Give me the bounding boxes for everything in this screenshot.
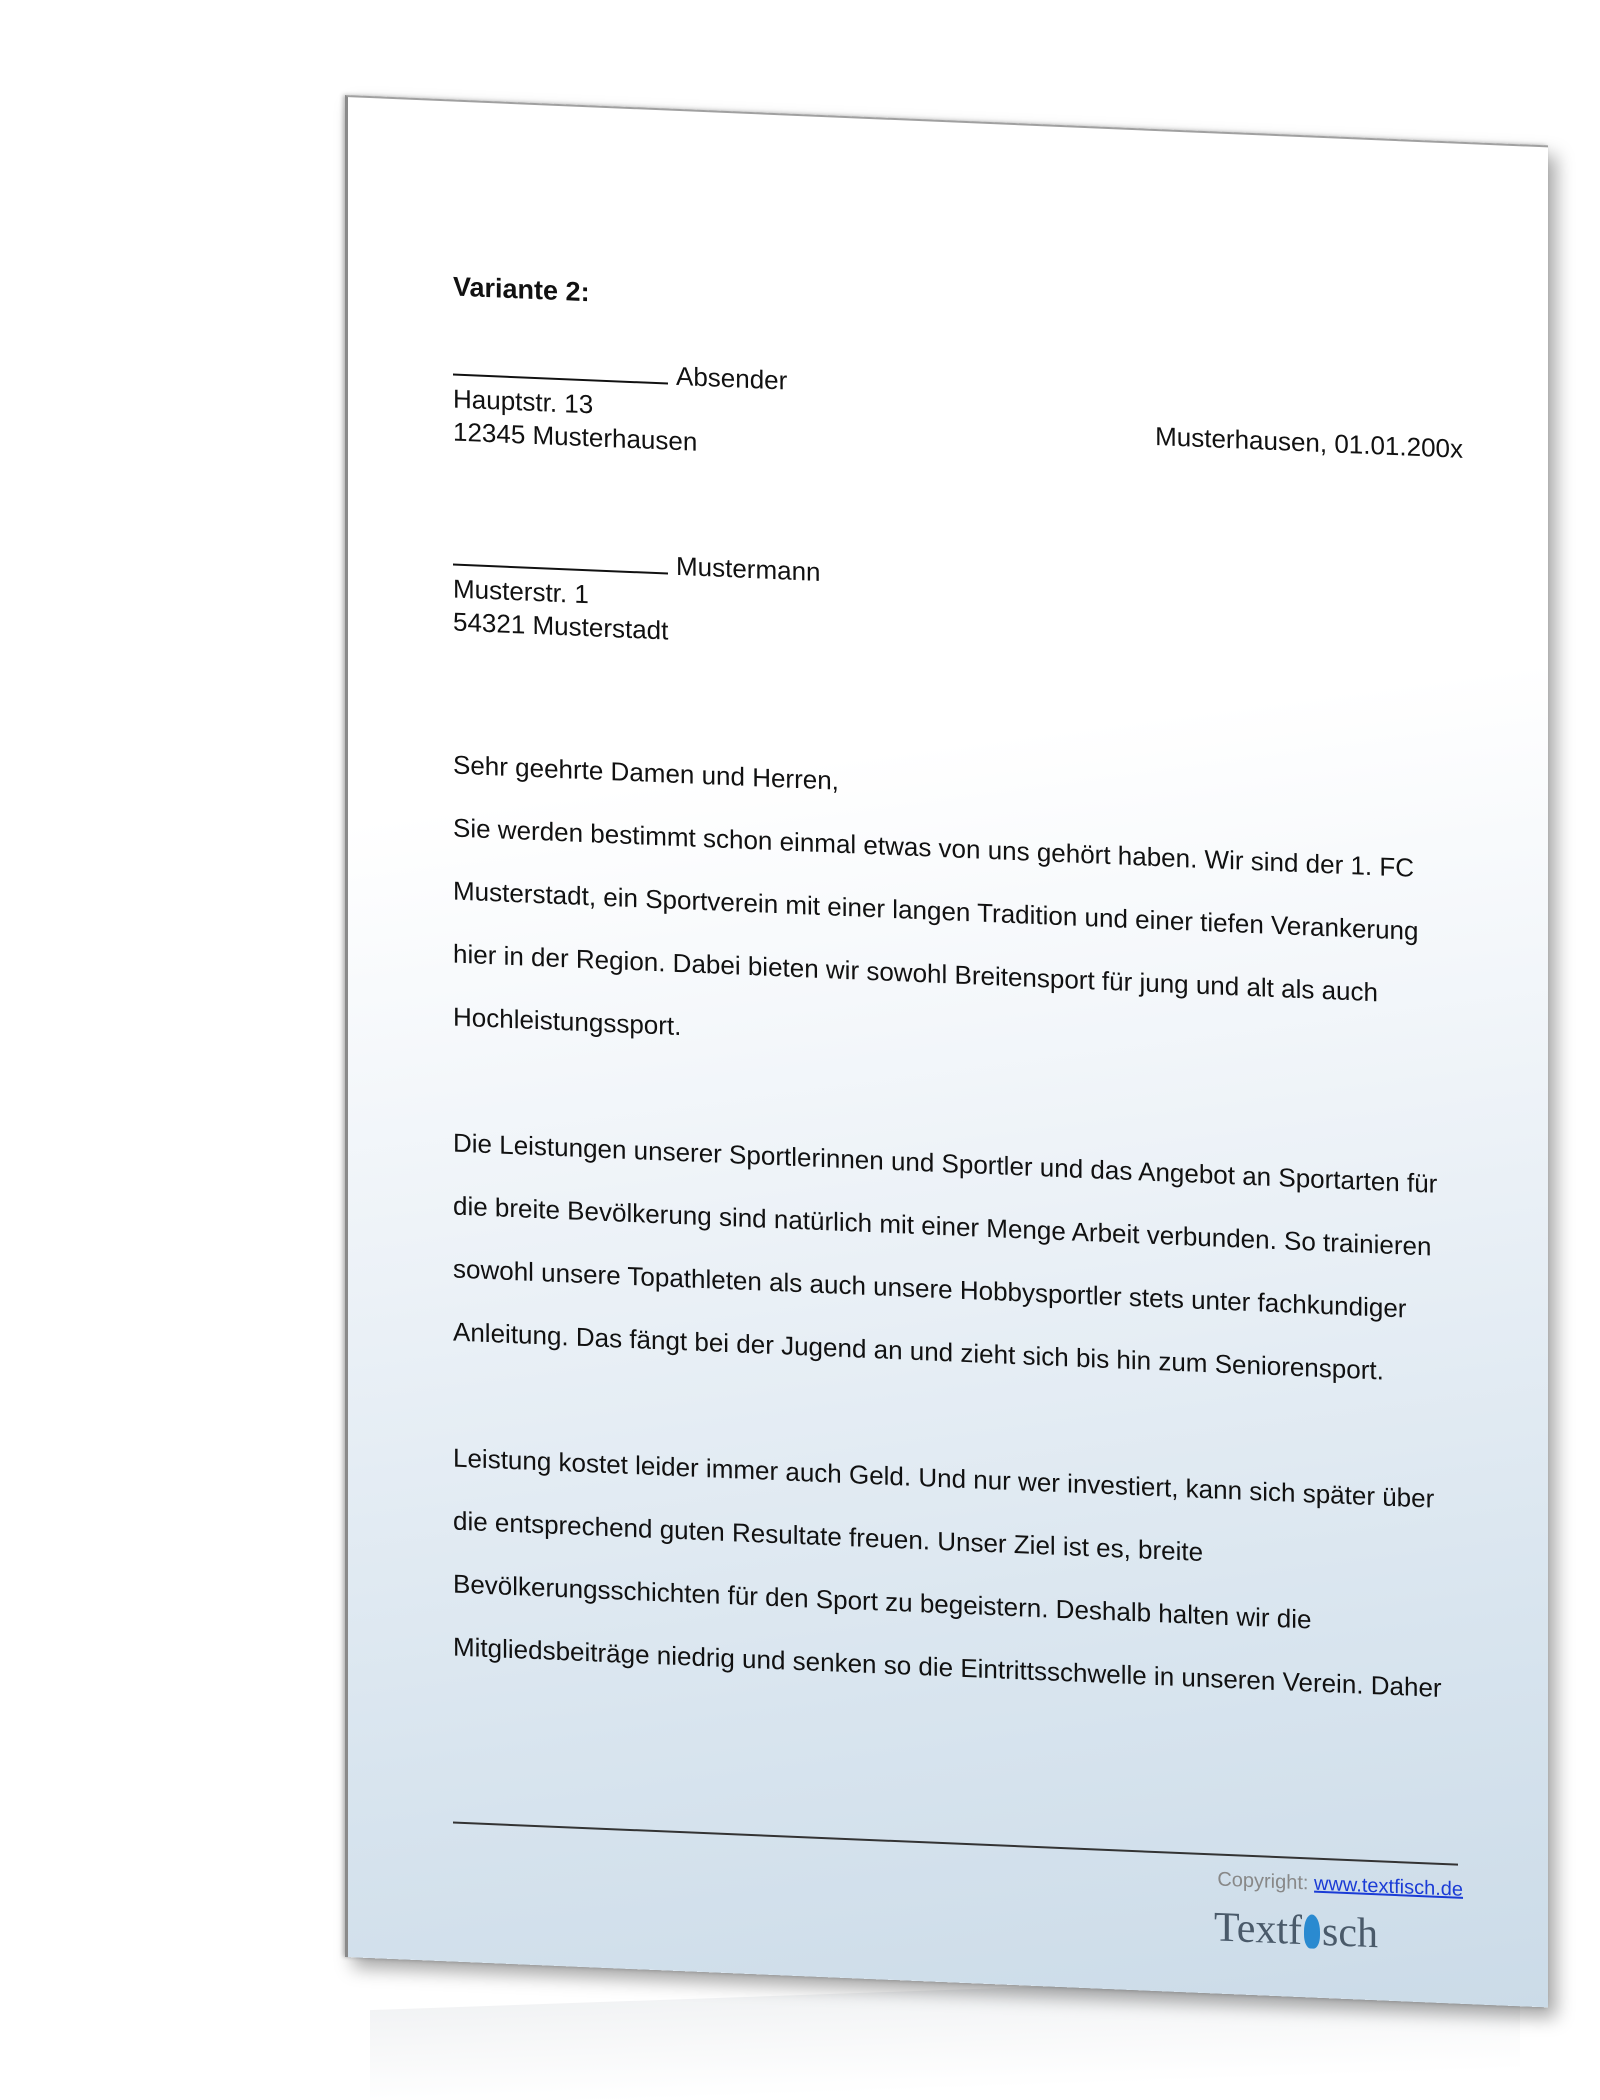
- body-paragraph: Sie werden bestimmt schon einmal etwas von uns gehört haben. Wir sind der 1. FC Musterstadt, ein Sportverein mit einer langen Tradition und einer tiefen Verankerung hier in der Region. Dabei bieten wir sowohl Breitensport für jung und alt als auch Hochleistungssport.: [453, 812, 1419, 1042]
- letter-body: [453, 734, 1463, 1784]
- date-line: Musterhausen, 01.01.200x: [1155, 420, 1463, 464]
- copyright-notice: [1217, 1869, 1463, 1902]
- sender-street: Hauptstr. 13: [453, 383, 594, 420]
- document-page: [345, 95, 1548, 2007]
- copyright-label: Copyright:: [1217, 1868, 1309, 1895]
- textfisch-logo: [1214, 1903, 1378, 1958]
- body-paragraph: Leistung kostet leider immer auch Geld. Und nur wer investiert, kann sich später über die entsprechend guten Resultate freuen. Unser Ziel ist es, breite Bevölkerungsschichten für den Sport zu begeistern. Deshalb halten wir die Mitgliedsbeiträge niedrig und senken so die Eintrittsschwelle in unseren Verein. Daher: [453, 1442, 1442, 1703]
- footer-divider: [453, 1822, 1458, 1866]
- fish-icon: [1304, 1914, 1320, 1949]
- letter-content: [453, 271, 1463, 1958]
- letter-heading: Variante 2:: [453, 271, 590, 308]
- body-paragraph: Die Leistungen unserer Sportlerinnen und Sportler und das Angebot an Sportarten für die breite Bevölkerung sind natürlich mit einer Menge Arbeit verbunden. So trainieren sowohl unsere Topathleten als auch unsere Hobbysportler stets unter fachkundiger Anleitung. Das fängt bei der Jugend an und zieht sich bis hin zum Seniorensport.: [453, 1127, 1438, 1386]
- copyright-link[interactable]: www.textfisch.de: [1314, 1872, 1463, 1901]
- recipient-city: 54321 Musterstadt: [453, 606, 669, 646]
- sender-blank-field: [453, 352, 668, 385]
- sender-name-label: Absender: [676, 360, 788, 396]
- recipient-blank-field: [453, 542, 668, 575]
- logo-text-left: Textf: [1213, 1904, 1302, 1955]
- salutation: Sehr geehrte Damen und Herren,: [453, 749, 839, 796]
- recipient-name-label: Mustermann: [676, 550, 821, 587]
- recipient-street: Musterstr. 1: [453, 573, 589, 610]
- sender-city: 12345 Musterhausen: [453, 416, 698, 457]
- logo-text-right: sch: [1322, 1908, 1378, 1958]
